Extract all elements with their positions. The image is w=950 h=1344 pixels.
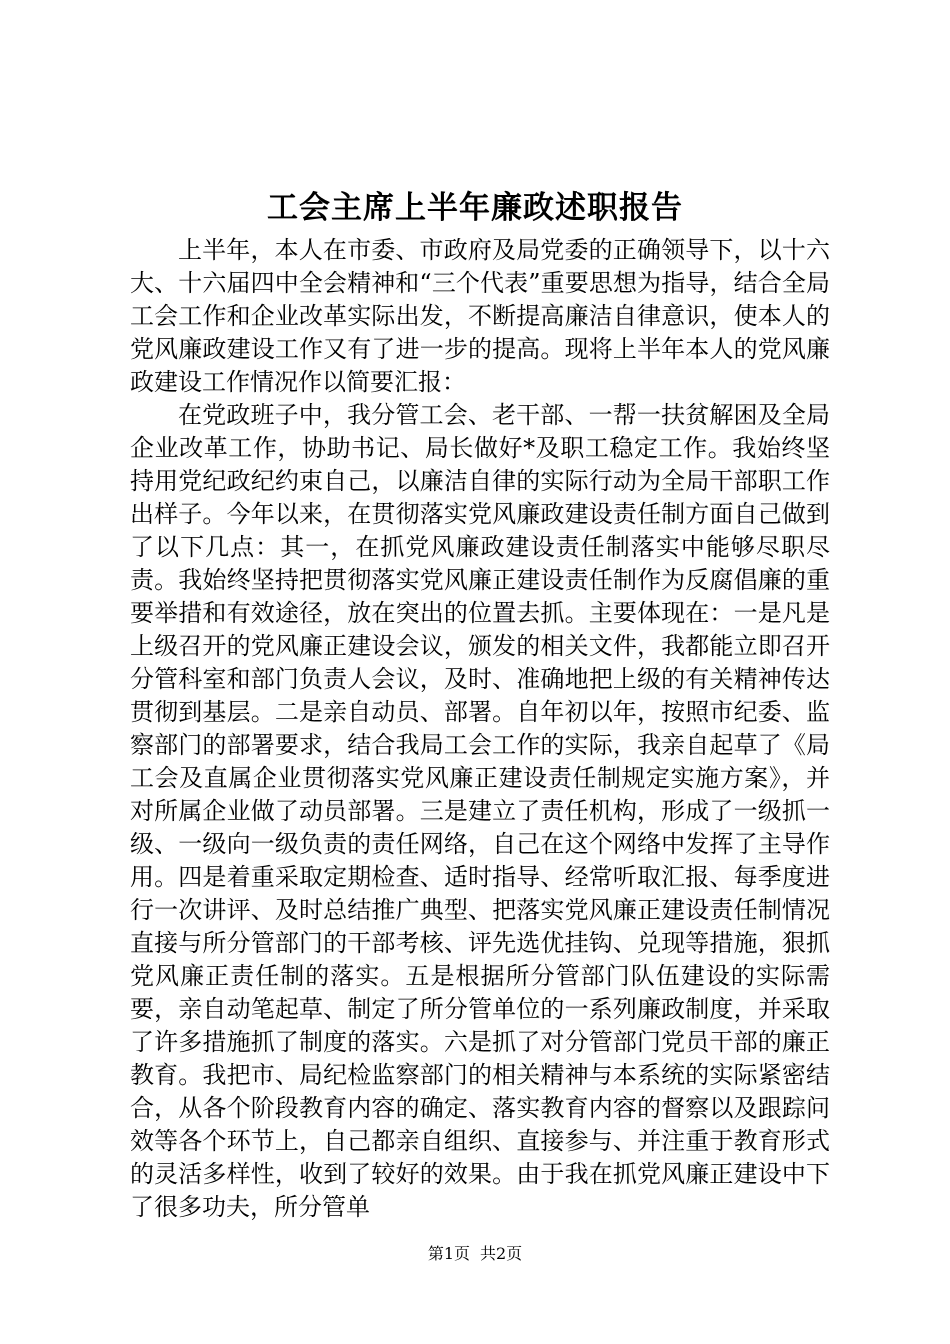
document-body — [130, 234, 830, 1224]
page-footer — [0, 1243, 950, 1265]
page-total: 共2页 — [480, 1244, 523, 1263]
paragraph-intro: 上半年，本人在市委、市政府及局党委的正确领导下，以十六大、十六届四中全会精神和“三个代表”重要思想为指导，结合全局工会工作和企业改革实际出发，不断提高廉洁自律意识，使本人的党风廉政建设工作又有了进一步的提高。现将上半年本人的党风廉政建设工作情况作以简要汇报： — [130, 236, 830, 396]
page-number: 第1页 — [427, 1244, 470, 1263]
paragraph-main: 在党政班子中，我分管工会、老干部、一帮一扶贫解困及全局企业改革工作，协助书记、局长做好*及职工稳定工作。我始终坚持用党纪政纪约束自己，以廉洁自律的实际行动为全局干部职工作出样子。今年以来，在贯彻落实党风廉政建设责任制方面自己做到了以下几点：其一，在抓党风廉政建设责任制落实中能够尽职尽责。我始终坚持把贯彻落实党风廉正建设责任制作为反腐倡廉的重要举措和有效途径，放在突出的位置去抓。主要体现在：一是凡是上级召开的党风廉正建设会议，颁发的相关文件，我都能立即召开分管科室和部门负责人会议，及时、准确地把上级的有关精神传达贯彻到基层。二是亲自动员、部署。自年初以年，按照市纪委、监察部门的部署要求，结合我局工会工作的实际，我亲自起草了《局工会及直属企业贯彻落实党风廉正建设责任制规定实施方案》，并对所属企业做了动员部署。三是建立了责任机构，形成了一级抓一级、一级向一级负责的责任网络，自己在这个网络中发挥了主导作用。四是着重采取定期检查、适时指导、经常听取汇报、每季度进行一次讲评、及时总结推广典型、把落实党风廉正建设责任制情况直接与所分管部门的干部考核、评先选优挂钩、兑现等措施，狠抓党风廉正责任制的落实。五是根据所分管部门队伍建设的实际需要，亲自动笔起草、制定了所分管单位的一系列廉政制度，并采取了许多措施抓了制度的落实。六是抓了对分管部门党员干部的廉正教育。我把市、局纪检监察部门的相关精神与本系统的实际紧密结合，从各个阶段教育内容的确定、落实教育内容的督察以及跟踪问效等各个环节上，自己都亲自组织、直接参与、并注重于教育形式的灵活多样性，收到了较好的效果。由于我在抓党风廉正建设中下了很多功夫，所分管单 — [130, 401, 830, 1221]
document-title: 工会主席上半年廉政述职报告 — [267, 190, 683, 226]
